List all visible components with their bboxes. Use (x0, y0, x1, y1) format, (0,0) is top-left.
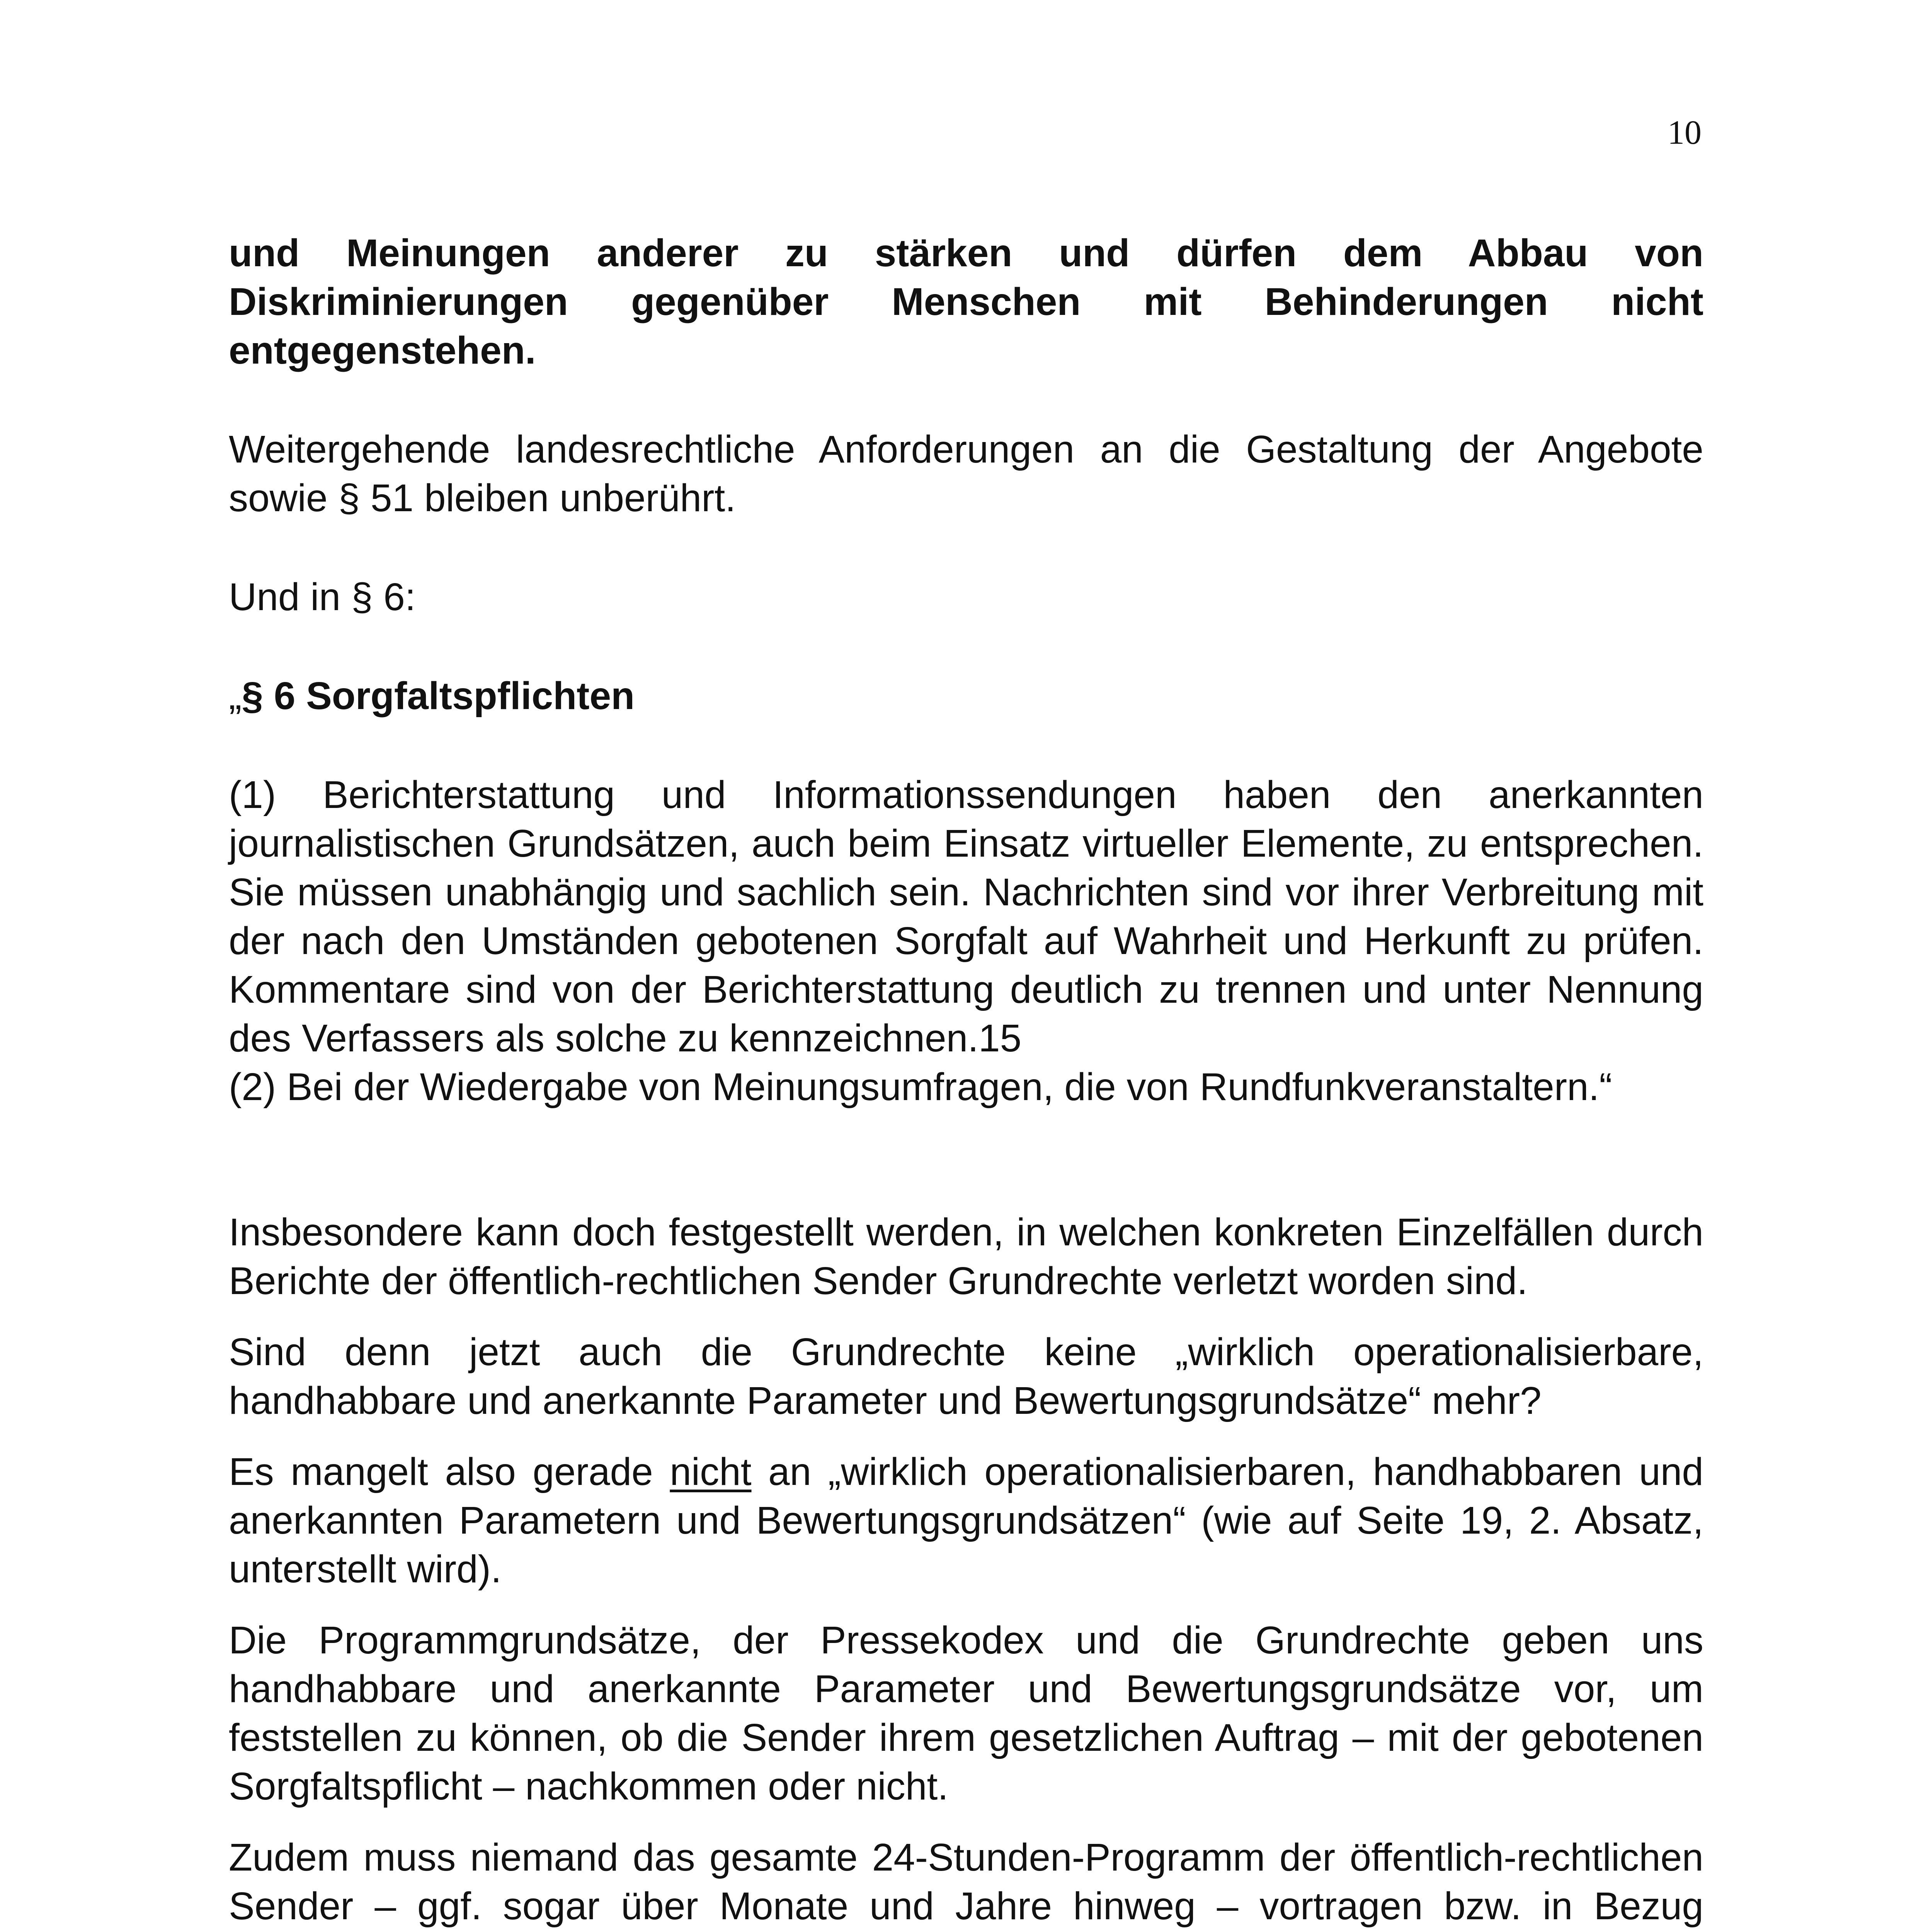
page-number: 10 (1668, 114, 1702, 151)
paragraph-parameters (229, 1447, 1703, 1594)
text-segment: Es mangelt also gerade (229, 1450, 670, 1493)
underlined-word: nicht (670, 1450, 752, 1493)
paragraph-question: Sind denn jetzt auch die Grundrechte keine „wirklich operationalisierbare, handhabbare und anerkannte Parameter und Bewertungsgrundsätze“ mehr? (229, 1330, 1703, 1422)
paragraph-program-principles: Die Programmgrundsätze, der Pressekodex und die Grundrechte geben uns handhabbare und anerkannte Parameter und Bewertungsgrundsätze vor, um feststellen zu können, ob die Sender ihrem gesetzlichen Auftrag – mit der gebotenen Sorgfaltspflicht – nachkommen oder nicht. (229, 1619, 1703, 1808)
paragraph-clause-1: (1) Berichterstattung und Informationssendungen haben den anerkannten journalistischen Grundsätzen, auch beim Einsatz virtueller Elemente, zu entsprechen. Sie müssen unabhängig und sachlich sein. Nachrichten sind vor ihrer Verbreitung mit der nach den Umständen gebotenen Sorgfalt auf Wahrheit und Herkunft zu prüfen. Kommentare sind von der Berichterstattung deutlich zu trennen und unter Nennung des Verfassers als solche zu kennzeichnen.15 (229, 773, 1703, 1060)
paragraph-clause-2: (2) Bei der Wiedergabe von Meinungsumfragen, die von Rundfunkveranstaltern.“ (229, 1065, 1612, 1109)
section-heading (229, 672, 1703, 720)
paragraph-further-requirements: Weitergehende landesrechtliche Anforderungen an die Gestaltung der Angebote sowie § 51 bleiben unberührt. (229, 428, 1703, 520)
paragraph-24h-program: Zudem muss niemand das gesamte 24-Stunden-Programm der öffentlich-rechtlichen Sender – ggf. sogar über Monate und Jahre hinweg – vortragen bzw. in Bezug (229, 1836, 1703, 1928)
opening-quote: „ (229, 674, 242, 718)
text-segment: an „wirklich operationalisierbaren, handhabbaren und anerkannten Parametern und Bewertungsgrundsätzen“ (wie auf Seite 19, 2. Absatz, unterstellt wird). (229, 1450, 1703, 1591)
document-body (229, 229, 1703, 1932)
paragraph-section-reference: Und in § 6: (229, 575, 416, 619)
paragraph-fundamental-rights: Insbesondere kann doch festgestellt werden, in welchen konkreten Einzelfällen durch Berichte der öffentlich-rechtlichen Sender Grundrechte verletzt worden sind. (229, 1211, 1703, 1303)
paragraph-continued-statute: und Meinungen anderer zu stärken und dürfen dem Abbau von Diskriminierungen gegenüber Menschen mit Behinderungen nicht entgegenstehen. (229, 231, 1703, 372)
section-heading-title: § 6 Sorgfaltspflichten (242, 674, 635, 718)
